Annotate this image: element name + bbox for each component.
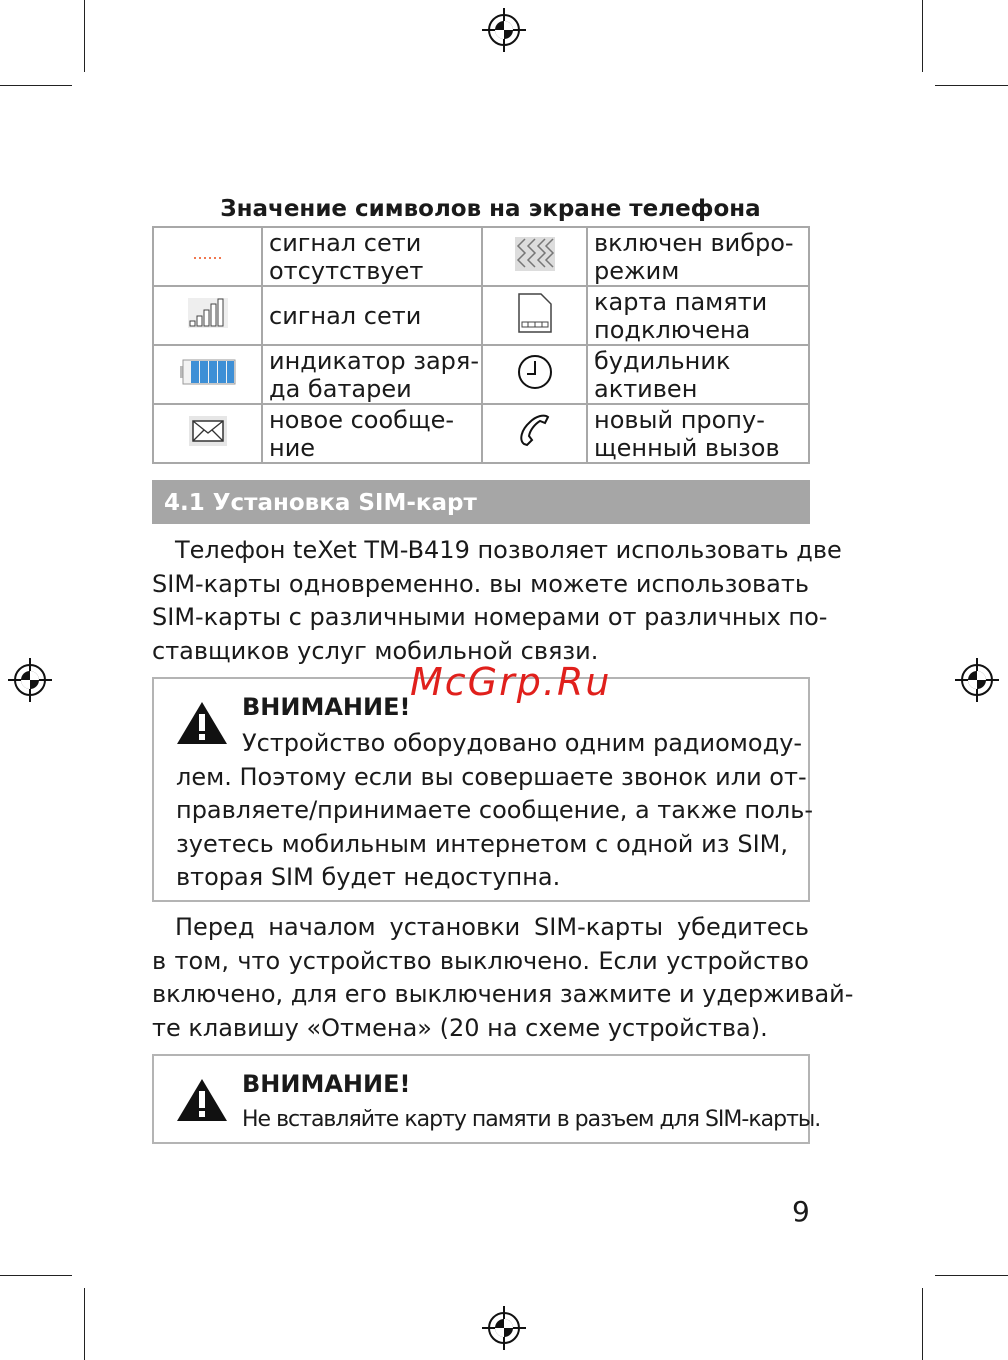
signal-icon	[188, 298, 228, 328]
registration-mark-icon	[482, 8, 526, 52]
paragraph-line: ставщиков услуг мобильной связи.	[152, 637, 599, 665]
symbol-label: индикатор заря-	[269, 346, 480, 375]
registration-mark-icon	[482, 1306, 526, 1350]
symbol-label: да батареи	[269, 374, 412, 403]
paragraph-line: SIM-карты с различными номерами от различных по-	[152, 603, 828, 631]
symbol-label: отсутствует	[269, 256, 424, 285]
paragraph-line: те клавишу «Отмена» (20 на схеме устройства).	[152, 1014, 768, 1042]
warning-heading: ВНИМАНИЕ!	[242, 1070, 411, 1098]
warning-line: правляете/принимаете сообщение, а также поль-	[176, 796, 814, 824]
warning-line: лем. Поэтому если вы совершаете звонок или от-	[176, 763, 807, 791]
crop-mark	[0, 85, 72, 86]
warning-icon	[176, 1078, 228, 1122]
symbol-label: будильник	[594, 346, 731, 375]
envelope-icon	[189, 416, 227, 446]
battery-icon	[180, 359, 236, 385]
paragraph-line: Перед началом установки SIM-карты убедитесь	[175, 913, 809, 941]
crop-mark	[922, 0, 923, 72]
warning-box	[152, 677, 814, 902]
symbol-label: включен вибро-	[594, 228, 794, 257]
no-signal-icon	[188, 245, 228, 265]
paragraph-line: SIM-карты одновременно. вы можете использовать	[152, 570, 809, 598]
crop-mark	[0, 1275, 72, 1276]
symbol-label: активен	[594, 374, 698, 403]
warning-line: зуетесь мобильным интернетом с одной из SIM,	[176, 830, 788, 858]
paragraph-line: включено, для его выключения зажмите и удерживай-	[152, 980, 854, 1008]
vibrate-icon	[515, 237, 555, 271]
symbol-label: ние	[269, 433, 316, 462]
table-row	[153, 286, 809, 345]
table-row	[153, 227, 809, 286]
watermark: McGrp.Ru	[410, 660, 612, 704]
crop-mark	[935, 85, 1008, 86]
warning-icon	[176, 701, 228, 745]
registration-mark-icon	[8, 658, 52, 702]
symbol-label: новое сообще-	[269, 405, 454, 434]
alarm-clock-icon	[516, 353, 554, 391]
crop-mark	[922, 1288, 923, 1360]
section-heading: 4.1 Установка SIM-карт	[152, 480, 810, 524]
symbols-table	[152, 226, 810, 464]
symbol-label: подключена	[594, 315, 751, 344]
paragraph-line: в том, что устройство выключено. Если устройство	[152, 947, 809, 975]
crop-mark	[84, 0, 85, 72]
warning-box	[152, 1054, 821, 1144]
memory-card-icon	[517, 293, 553, 333]
symbol-label: карта памяти	[594, 287, 768, 316]
crop-mark	[84, 1288, 85, 1360]
table-row	[153, 345, 809, 404]
crop-mark	[935, 1275, 1008, 1276]
warning-line: вторая SIM будет недоступна.	[176, 863, 561, 891]
symbol-label: щенный вызов	[594, 433, 780, 462]
page-number: 9	[792, 1195, 810, 1228]
paragraph-line: Телефон teXet TM-B419 позволяет использовать две	[175, 536, 842, 564]
symbol-label: сигнал сети	[269, 301, 422, 330]
symbol-label: новый пропу-	[594, 405, 765, 434]
warning-heading: ВНИМАНИЕ!	[242, 693, 411, 721]
missed-call-icon	[518, 414, 552, 448]
symbol-label: режим	[594, 256, 680, 285]
table-title: Значение символов на экране телефона	[220, 196, 761, 222]
registration-mark-icon	[955, 658, 999, 702]
warning-line: Устройство оборудовано одним радиомоду-	[242, 729, 803, 757]
symbol-label: сигнал сети	[269, 228, 422, 257]
table-row	[153, 404, 809, 463]
warning-line: Не вставляйте карту памяти в разъем для SIM-карты.	[242, 1107, 821, 1132]
